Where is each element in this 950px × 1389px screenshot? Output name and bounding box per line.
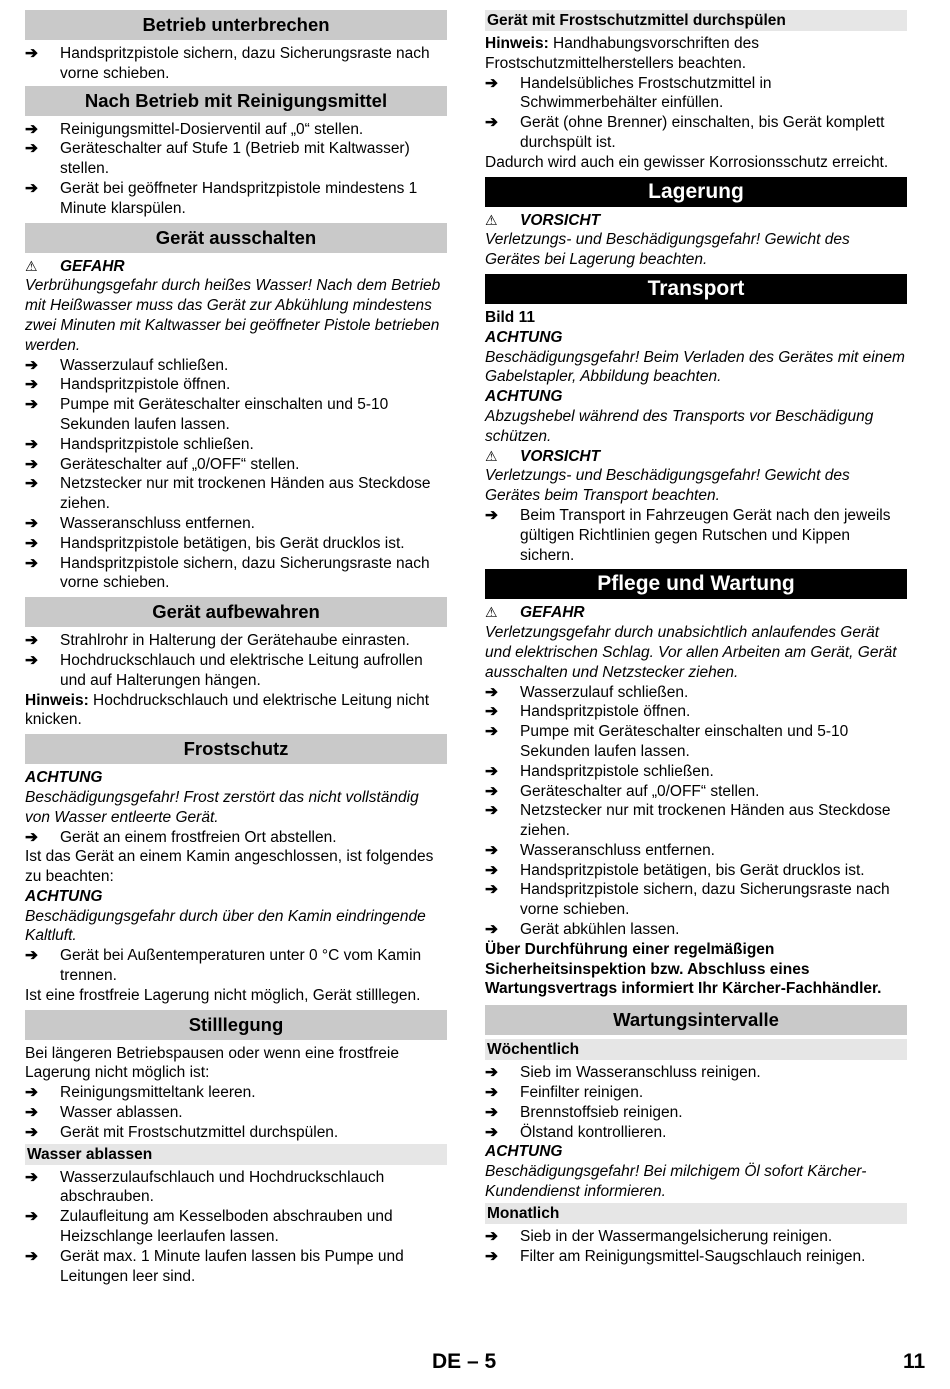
arrow-icon: ➔ — [25, 1123, 38, 1141]
heading-nach-betrieb: Nach Betrieb mit Reinigungsmittel — [25, 86, 447, 116]
caution-label: ACHTUNG — [25, 887, 103, 905]
heading-wartungsintervalle: Wartungsintervalle — [485, 1005, 907, 1035]
footer-section-label: DE – 5 — [432, 1350, 497, 1373]
heading-stilllegung: Stilllegung — [25, 1010, 447, 1040]
arrow-icon: ➔ — [25, 396, 38, 414]
list-item: ➔ Sieb im Wasseranschluss reinigen. — [485, 1064, 761, 1082]
figure-reference: Bild 11 — [485, 308, 535, 326]
list-item: ➔ Hochdruckschlauch und elektrische Leitung aufrollen und auf Halterungen hängen. — [25, 651, 423, 689]
list-item: ➔ Handspritzpistole sichern, dazu Sicherungsraste nach vorne schieben. — [485, 881, 890, 919]
arrow-icon: ➔ — [485, 1123, 498, 1141]
paragraph: Ist eine frostfreie Lagerung nicht möglich, Gerät stilllegen. — [25, 986, 421, 1004]
list-item: ➔ Netzstecker nur mit trockenen Händen aus Steckdose ziehen. — [485, 802, 891, 840]
right-column — [485, 10, 907, 1266]
arrow-icon: ➔ — [485, 74, 498, 92]
arrow-icon: ➔ — [485, 762, 498, 780]
list-item: ➔ Wasserzulauf schließen. — [25, 356, 229, 374]
list-item: ➔ Handspritzpistole sichern, dazu Sicherungsraste nach vorne schieben. — [25, 554, 430, 592]
list-item: ➔ Handspritzpistole betätigen, bis Gerät drucklos ist. — [485, 861, 865, 879]
arrow-icon: ➔ — [25, 947, 38, 965]
arrow-icon: ➔ — [25, 475, 38, 493]
list-item: ➔ Handspritzpistole öffnen. — [25, 376, 231, 394]
list-item: ➔ Wasser ablassen. — [25, 1104, 183, 1122]
warning-text: Verbrühungsgefahr durch heißes Wasser! Nach dem Betrieb mit Heißwasser muss das Gerät zur Abkühlung mindestens zwei Minuten mit Kaltwasser bei geöffneter Pistole betrieben werden. — [25, 277, 441, 354]
list-item: ➔ Wasserzulauf schließen. — [485, 683, 689, 701]
warning-icon: ⚠ — [25, 257, 38, 274]
list-item: ➔ Geräteschalter auf Stufe 1 (Betrieb mit Kaltwasser) stellen. — [25, 140, 410, 178]
warning-label: ⚠ GEFAHR — [485, 604, 585, 622]
arrow-icon: ➔ — [485, 1247, 498, 1265]
arrow-icon: ➔ — [25, 554, 38, 572]
caution-label: ACHTUNG — [485, 328, 563, 346]
list-item: ➔ Geräteschalter auf „0/OFF“ stellen. — [485, 782, 760, 800]
list-item: ➔ Wasseranschluss entfernen. — [25, 514, 255, 532]
arrow-icon: ➔ — [485, 1084, 498, 1102]
arrow-icon: ➔ — [485, 881, 498, 899]
list-item: ➔ Sieb in der Wassermangelsicherung reinigen. — [485, 1227, 833, 1245]
caution-text: Beschädigungsgefahr! Beim Verladen des Gerätes mit einem Gabelstapler, Abbildung beachten. — [485, 348, 905, 386]
arrow-icon: ➔ — [485, 723, 498, 741]
arrow-icon: ➔ — [485, 1064, 498, 1082]
arrow-icon: ➔ — [25, 828, 38, 846]
list-item: ➔ Brennstoffsieb reinigen. — [485, 1103, 683, 1121]
caution-label: ACHTUNG — [25, 769, 103, 787]
warning-label: ⚠ GEFAHR — [25, 257, 125, 275]
arrow-icon: ➔ — [25, 651, 38, 669]
caution-label: ACHTUNG — [485, 1143, 563, 1161]
caution-text: Beschädigungsgefahr! Bei milchigem Öl sofort Kärcher-Kundendienst informieren. — [485, 1163, 867, 1201]
left-column — [25, 10, 447, 1286]
list-item: ➔ Wasserzulaufschlauch und Hochdruckschlauch abschrauben. — [25, 1168, 385, 1206]
list-item: ➔ Gerät bei Außentemperaturen unter 0 °C vom Kamin trennen. — [25, 947, 422, 985]
arrow-icon: ➔ — [25, 632, 38, 650]
arrow-icon: ➔ — [485, 782, 498, 800]
list-item: ➔ Beim Transport in Fahrzeugen Gerät nach den jeweils gültigen Richtlinien gegen Rutschen und Kippen sichern. — [485, 506, 891, 564]
subheading-monatlich: Monatlich — [485, 1203, 907, 1224]
list-item: ➔ Strahlrohr in Halterung der Gerätehaube einrasten. — [25, 632, 410, 650]
list-item: ➔ Geräteschalter auf „0/OFF“ stellen. — [25, 455, 300, 473]
list-item: ➔ Gerät (ohne Brenner) einschalten, bis Gerät komplett durchspült ist. — [485, 114, 885, 151]
list-item: ➔ Feinfilter reinigen. — [485, 1084, 644, 1102]
list-item: ➔ Filter am Reinigungsmittel-Saugschlauch reinigen. — [485, 1247, 866, 1265]
arrow-icon: ➔ — [25, 120, 38, 138]
list-item: ➔ Gerät max. 1 Minute laufen lassen bis Pumpe und Leitungen leer sind. — [25, 1247, 404, 1285]
arrow-icon: ➔ — [25, 1247, 38, 1265]
list-item: ➔ Reinigungsmittel-Dosierventil auf „0“ stellen. — [25, 120, 364, 138]
heading-transport: Transport — [485, 274, 907, 304]
list-item: ➔ Ölstand kontrollieren. — [485, 1123, 667, 1141]
arrow-icon: ➔ — [25, 514, 38, 532]
arrow-icon: ➔ — [25, 1168, 38, 1186]
list-item: ➔ Handspritzpistole schließen. — [485, 762, 714, 780]
list-item: ➔ Gerät an einem frostfreien Ort abstellen. — [25, 828, 337, 846]
arrow-icon: ➔ — [485, 1103, 498, 1121]
arrow-icon: ➔ — [25, 179, 38, 197]
arrow-icon: ➔ — [485, 1227, 498, 1245]
arrow-icon: ➔ — [485, 506, 498, 524]
arrow-icon: ➔ — [485, 861, 498, 879]
list-item: ➔ Reinigungsmitteltank leeren. — [25, 1084, 256, 1102]
list-item: ➔ Gerät abkühlen lassen. — [485, 921, 680, 939]
warning-text: Verletzungs- und Beschädigungsgefahr! Gewicht des Gerätes beim Transport beachten. — [485, 467, 850, 505]
heading-betrieb-unterbrechen: Betrieb unterbrechen — [25, 10, 447, 40]
note: Hinweis: Hochdruckschlauch und elektrische Leitung nicht knicken. — [25, 691, 430, 729]
list-item: ➔ Zulaufleitung am Kesselboden abschrauben und Heizschlange leerlaufen lassen. — [25, 1208, 393, 1246]
list-item: ➔ Handspritzpistole schließen. — [25, 435, 254, 453]
caution-label: ACHTUNG — [485, 388, 563, 406]
warning-icon: ⚠ — [485, 447, 498, 464]
heading-geraet-ausschalten: Gerät ausschalten — [25, 223, 447, 253]
arrow-icon: ➔ — [25, 376, 38, 394]
warning-label: ⚠ VORSICHT — [485, 211, 601, 229]
arrow-icon: ➔ — [485, 921, 498, 939]
list-item: ➔ Wasseranschluss entfernen. — [485, 841, 715, 859]
arrow-icon: ➔ — [25, 356, 38, 374]
subheading-frostschutzmittel: Gerät mit Frostschutzmittel durchspülen — [485, 10, 907, 31]
arrow-icon: ➔ — [25, 1084, 38, 1102]
list-item: ➔ Handspritzpistole betätigen, bis Gerät drucklos ist. — [25, 534, 405, 552]
arrow-icon: ➔ — [25, 45, 38, 62]
caution-text: Abzugshebel während des Transports vor Beschädigung schützen. — [485, 407, 874, 445]
list-item: ➔ Handspritzpistole öffnen. — [485, 703, 691, 721]
arrow-icon: ➔ — [25, 455, 38, 473]
arrow-icon: ➔ — [25, 1104, 38, 1122]
service-note: Über Durchführung einer regelmäßigen Sicherheitsinspektion bzw. Abschluss eines Wartungsvertrags informiert Ihr Kärcher-Fachhändler. — [485, 940, 882, 998]
note: Hinweis: Handhabungsvorschriften des Frostschutzmittelherstellers beachten. — [485, 35, 759, 72]
arrow-icon: ➔ — [485, 683, 498, 701]
subheading-wasser-ablassen: Wasser ablassen — [25, 1144, 447, 1165]
paragraph: Bei längeren Betriebspausen oder wenn eine frostfreie Lagerung nicht möglich ist: — [25, 1044, 399, 1082]
arrow-icon: ➔ — [25, 140, 38, 158]
caution-text: Beschädigungsgefahr! Frost zerstört das nicht vollständig von Wasser entleerte Gerät. — [25, 788, 419, 826]
arrow-icon: ➔ — [485, 703, 498, 721]
warning-label: ⚠ VORSICHT — [485, 447, 601, 465]
arrow-icon: ➔ — [25, 534, 38, 552]
heading-lagerung: Lagerung — [485, 177, 907, 207]
list-item: ➔ Pumpe mit Geräteschalter einschalten und 5-10 Sekunden laufen lassen. — [25, 396, 389, 433]
paragraph: Dadurch wird auch ein gewisser Korrosionsschutz erreicht. — [485, 153, 889, 171]
caution-text: Beschädigungsgefahr durch über den Kamin eindringende Kaltluft. — [25, 907, 426, 945]
list-item: ➔ Gerät bei geöffneter Handspritzpistole mindestens 1 Minute klarspülen. — [25, 179, 418, 217]
heading-geraet-aufbewahren: Gerät aufbewahren — [25, 597, 447, 627]
list-item: ➔ Gerät mit Frostschutzmittel durchspülen. — [25, 1123, 339, 1141]
list-item: ➔ Pumpe mit Geräteschalter einschalten und 5-10 Sekunden laufen lassen. — [485, 723, 849, 760]
heading-pflege-und-wartung: Pflege und Wartung — [485, 569, 907, 599]
page-number: 11 — [903, 1350, 926, 1373]
warning-text: Verletzungs- und Beschädigungsgefahr! Gewicht des Gerätes bei Lagerung beachten. — [485, 231, 850, 269]
arrow-icon: ➔ — [25, 1208, 38, 1226]
arrow-icon: ➔ — [485, 841, 498, 859]
arrow-icon: ➔ — [485, 802, 498, 820]
paragraph: Ist das Gerät an einem Kamin angeschlossen, ist folgendes zu beachten: — [25, 848, 434, 886]
warning-icon: ⚠ — [485, 211, 498, 228]
list-item: ➔ Handspritzpistole sichern, dazu Sicherungsraste nach vorne schieben. — [25, 45, 430, 82]
heading-frostschutz: Frostschutz — [25, 734, 447, 764]
warning-icon: ⚠ — [485, 604, 498, 621]
arrow-icon: ➔ — [485, 114, 498, 132]
list-item: ➔ Netzstecker nur mit trockenen Händen aus Steckdose ziehen. — [25, 475, 431, 513]
list-item: ➔ Handelsübliches Frostschutzmittel in Schwimmerbehälter einfüllen. — [485, 74, 772, 112]
warning-text: Verletzungsgefahr durch unabsichtlich anlaufendes Gerät und elektrischen Schlag. Vor allen Arbeiten am Gerät, Gerät ausschalten und Netzstecker ziehen. — [485, 624, 897, 681]
subheading-woechentlich: Wöchentlich — [485, 1039, 907, 1060]
arrow-icon: ➔ — [25, 435, 38, 453]
